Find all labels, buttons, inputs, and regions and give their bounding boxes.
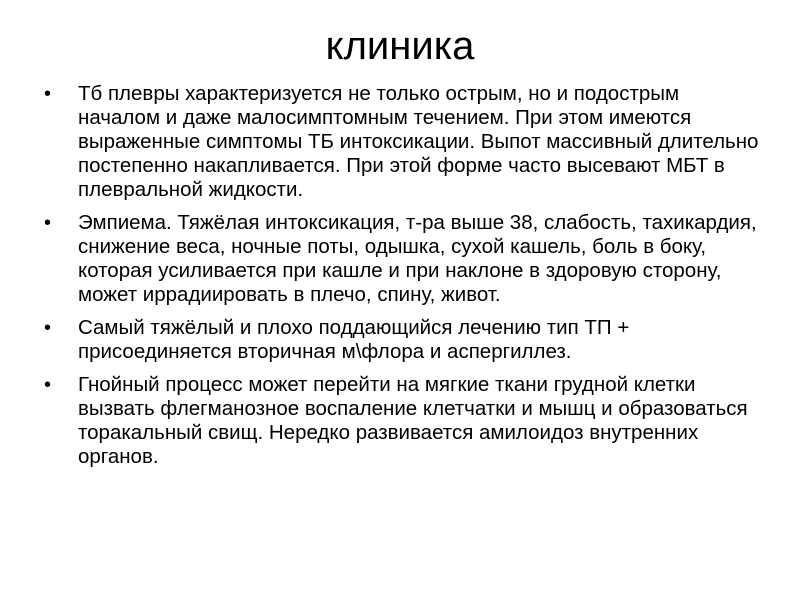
bullet-list	[40, 82, 760, 478]
bullet-item-1	[40, 82, 760, 202]
bullet-text: Гнойный процесс может перейти на мягкие ткани грудной клетки вызвать флегманозное воспаление клетчатки и мышц и образоваться торакальный свищ. Нередко развивается амилоидоз внутренних органов.	[78, 373, 748, 468]
bullet-text: Самый тяжёлый и плохо поддающийся лечению тип ТП + присоединяется вторичная м\флора и аспергиллез.	[78, 316, 630, 363]
slide-title: клиника	[325, 24, 475, 68]
bullet-item-2	[40, 211, 760, 307]
bullet-point-icon: •	[44, 374, 52, 396]
bullet-point-icon: •	[44, 317, 52, 339]
bullet-point-icon: •	[44, 212, 52, 234]
bullet-text: Эмпиема. Тяжёлая интоксикация, т-ра выше 38, слабость, тахикардия, снижение веса, ночные поты, одышка, сухой кашель, боль в боку, которая усиливается при кашле и при наклоне в здоровую сторону, может иррадиировать в плечо, спину, живот.	[78, 211, 757, 306]
bullet-item-4	[40, 373, 760, 469]
bullet-text: Тб плевры характеризуется не только острым, но и подострым началом и даже малосимптомным течением. При этом имеются выраженные симптомы ТБ интоксикации. Выпот массивный длительно постепенно накапливается. При этой форме часто высевают МБТ в плевральной жидкости.	[78, 82, 759, 201]
bullet-item-3	[40, 316, 760, 364]
bullet-point-icon: •	[44, 83, 52, 105]
